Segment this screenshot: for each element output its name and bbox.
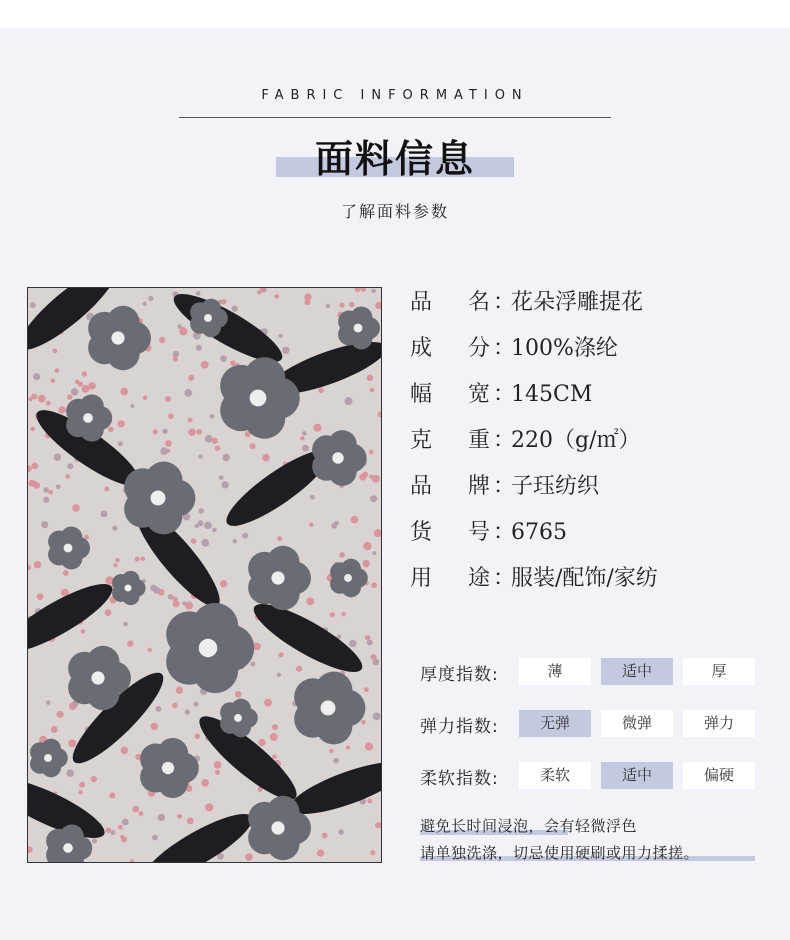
small-blossom bbox=[278, 334, 282, 338]
small-blossom bbox=[127, 640, 133, 646]
small-blossom bbox=[67, 463, 73, 469]
small-blossom bbox=[138, 811, 143, 816]
small-blossom bbox=[362, 560, 369, 567]
fabric-photo bbox=[27, 287, 382, 863]
small-blossom bbox=[270, 733, 278, 741]
small-blossom bbox=[178, 324, 182, 328]
small-blossom bbox=[306, 597, 314, 605]
small-blossom bbox=[172, 702, 178, 708]
flower-center bbox=[64, 544, 73, 553]
small-blossom bbox=[233, 539, 237, 543]
spec-label-a: 幅 bbox=[410, 382, 433, 407]
small-blossom bbox=[37, 593, 44, 600]
flower-center bbox=[321, 701, 336, 716]
small-blossom bbox=[188, 429, 195, 436]
small-blossom bbox=[196, 345, 202, 351]
small-blossom bbox=[43, 497, 49, 503]
small-blossom bbox=[34, 561, 42, 569]
small-blossom bbox=[278, 652, 283, 657]
small-blossom bbox=[338, 829, 344, 835]
small-blossom bbox=[115, 558, 119, 562]
spec-label-b: 重 bbox=[468, 428, 491, 453]
thickness-option-thin: 薄 bbox=[519, 658, 591, 685]
small-blossom bbox=[198, 454, 202, 458]
small-blossom bbox=[31, 462, 38, 469]
spec-label-b: 号 bbox=[468, 520, 491, 545]
small-blossom bbox=[215, 770, 220, 775]
small-blossom bbox=[56, 711, 63, 718]
small-blossom bbox=[188, 418, 193, 423]
small-blossom bbox=[140, 556, 145, 561]
flower-center bbox=[111, 331, 124, 344]
small-blossom bbox=[72, 504, 79, 511]
small-blossom bbox=[222, 481, 229, 488]
spec-value-item-number: 6765 bbox=[511, 520, 567, 545]
small-blossom bbox=[334, 521, 339, 526]
thickness-option-thick: 厚 bbox=[683, 658, 755, 685]
spec-colon: ： bbox=[493, 474, 516, 499]
small-blossom bbox=[369, 475, 373, 479]
small-blossom bbox=[148, 648, 152, 652]
small-blossom bbox=[31, 393, 37, 399]
small-blossom bbox=[370, 850, 375, 855]
small-blossom bbox=[349, 640, 356, 647]
small-blossom bbox=[277, 673, 281, 677]
small-blossom bbox=[173, 600, 180, 607]
small-blossom bbox=[160, 447, 168, 455]
small-blossom bbox=[108, 427, 114, 433]
small-blossom bbox=[75, 380, 80, 385]
flower-center bbox=[63, 843, 73, 853]
spec-label-a: 克 bbox=[410, 428, 433, 453]
small-blossom bbox=[317, 849, 324, 856]
english-title: FABRIC INFORMATION bbox=[261, 88, 529, 103]
small-blossom bbox=[264, 699, 272, 707]
care-note-line-1: 避免长时间浸泡，会有轻微浮色 bbox=[420, 817, 638, 835]
flower-center bbox=[354, 324, 363, 333]
spec-value-brand: 子珏纺织 bbox=[511, 474, 600, 499]
small-blossom bbox=[91, 776, 97, 782]
small-blossom bbox=[212, 528, 217, 533]
small-blossom bbox=[155, 706, 161, 712]
small-blossom bbox=[309, 522, 313, 526]
small-blossom bbox=[79, 782, 85, 788]
softness-option-medium: 适中 bbox=[601, 762, 673, 789]
spec-label-a: 货 bbox=[410, 520, 433, 545]
small-blossom bbox=[220, 355, 227, 362]
small-blossom bbox=[105, 609, 112, 616]
elasticity-index-label: 弹力指数: bbox=[420, 717, 499, 737]
flower-center bbox=[204, 314, 212, 322]
spec-value-weight: 220（g/㎡） bbox=[511, 428, 641, 453]
small-blossom bbox=[204, 522, 212, 530]
flower-center bbox=[344, 574, 352, 582]
small-blossom bbox=[78, 790, 83, 795]
small-blossom bbox=[330, 612, 335, 617]
small-blossom bbox=[349, 302, 354, 307]
spec-row-item-number bbox=[410, 515, 567, 546]
flower-center bbox=[162, 762, 174, 774]
small-blossom bbox=[322, 833, 328, 839]
small-blossom bbox=[365, 742, 373, 750]
small-blossom bbox=[130, 404, 134, 408]
small-blossom bbox=[194, 734, 200, 740]
flower-center bbox=[124, 584, 131, 591]
elasticity-option-slight: 微弹 bbox=[601, 710, 673, 737]
small-blossom bbox=[109, 792, 115, 798]
spec-row-brand bbox=[410, 469, 599, 500]
spec-colon: ： bbox=[493, 428, 516, 453]
small-blossom bbox=[159, 337, 165, 343]
small-blossom bbox=[367, 639, 373, 645]
small-blossom bbox=[230, 360, 236, 366]
small-blossom bbox=[30, 302, 36, 308]
small-blossom bbox=[176, 687, 183, 694]
small-blossom bbox=[121, 746, 129, 754]
small-blossom bbox=[46, 700, 51, 705]
small-blossom bbox=[310, 495, 315, 500]
small-blossom bbox=[158, 814, 165, 821]
small-blossom bbox=[274, 294, 279, 299]
small-blossom bbox=[104, 487, 109, 492]
spec-label-b: 牌 bbox=[468, 474, 491, 499]
small-blossom bbox=[302, 431, 307, 436]
small-blossom bbox=[67, 394, 72, 399]
flower-center bbox=[83, 413, 93, 423]
spec-label-a: 品 bbox=[410, 474, 433, 499]
small-blossom bbox=[198, 520, 204, 526]
small-blossom bbox=[122, 819, 129, 826]
spec-row-usage bbox=[410, 561, 658, 592]
small-blossom bbox=[370, 495, 377, 502]
small-blossom bbox=[359, 474, 366, 481]
small-blossom bbox=[120, 388, 128, 396]
small-blossom bbox=[296, 666, 302, 672]
small-blossom bbox=[54, 453, 61, 460]
small-blossom bbox=[152, 835, 158, 841]
small-blossom bbox=[272, 724, 278, 730]
small-blossom bbox=[193, 702, 198, 707]
page-title: 面料信息 bbox=[314, 137, 475, 181]
small-blossom bbox=[135, 557, 140, 562]
small-blossom bbox=[219, 475, 224, 480]
small-blossom bbox=[43, 487, 49, 493]
small-blossom bbox=[210, 414, 214, 418]
small-blossom bbox=[33, 481, 38, 486]
small-blossom bbox=[351, 516, 359, 524]
care-note-line-2: 请单独洗涤，切忌使用硬刷或用力揉搓。 bbox=[420, 844, 700, 862]
small-blossom bbox=[184, 389, 192, 397]
small-blossom bbox=[51, 726, 58, 733]
small-blossom bbox=[205, 435, 213, 443]
elasticity-option-none: 无弹 bbox=[519, 710, 591, 737]
small-blossom bbox=[253, 643, 261, 651]
small-blossom bbox=[100, 510, 107, 517]
flower-center bbox=[91, 671, 104, 684]
small-blossom bbox=[346, 745, 350, 749]
spec-row-composition bbox=[410, 331, 618, 362]
small-blossom bbox=[71, 388, 78, 395]
small-blossom bbox=[201, 539, 209, 547]
small-blossom bbox=[173, 596, 178, 601]
small-blossom bbox=[371, 583, 377, 589]
small-blossom bbox=[220, 580, 227, 587]
small-blossom bbox=[373, 712, 381, 720]
small-blossom bbox=[371, 289, 375, 293]
flower-center bbox=[332, 452, 343, 463]
small-blossom bbox=[367, 375, 374, 382]
small-blossom bbox=[182, 601, 186, 605]
small-blossom bbox=[232, 305, 238, 311]
small-blossom bbox=[110, 830, 115, 835]
small-blossom bbox=[245, 853, 253, 861]
small-blossom bbox=[250, 661, 255, 666]
small-blossom bbox=[165, 440, 172, 447]
small-blossom bbox=[53, 348, 58, 353]
small-blossom bbox=[277, 536, 282, 541]
small-blossom bbox=[153, 429, 158, 434]
spec-colon: ： bbox=[493, 520, 516, 545]
small-blossom bbox=[58, 406, 66, 414]
small-blossom bbox=[326, 304, 330, 308]
small-blossom bbox=[187, 817, 194, 824]
small-blossom bbox=[148, 296, 153, 301]
thickness-index-label: 厚度指数: bbox=[420, 665, 499, 685]
title-divider bbox=[179, 117, 611, 118]
small-blossom bbox=[66, 474, 70, 478]
small-blossom bbox=[196, 291, 201, 296]
flower-center bbox=[271, 821, 284, 834]
flower-center bbox=[250, 390, 267, 407]
flower-center bbox=[271, 571, 284, 584]
small-blossom bbox=[339, 552, 345, 558]
small-blossom bbox=[196, 429, 202, 435]
small-blossom bbox=[198, 508, 204, 514]
small-blossom bbox=[375, 822, 381, 828]
small-blossom bbox=[344, 397, 352, 405]
small-blossom bbox=[105, 828, 111, 834]
small-blossom bbox=[132, 806, 139, 813]
spec-colon: ： bbox=[493, 382, 516, 407]
small-blossom bbox=[372, 551, 376, 555]
small-blossom bbox=[30, 427, 35, 432]
small-blossom bbox=[112, 525, 117, 530]
softness-index-label: 柔软指数: bbox=[420, 769, 499, 789]
small-blossom bbox=[66, 769, 74, 777]
thickness-option-medium: 适中 bbox=[601, 658, 673, 685]
small-blossom bbox=[258, 739, 265, 746]
small-blossom bbox=[272, 754, 276, 758]
small-blossom bbox=[118, 441, 123, 446]
top-strip bbox=[0, 0, 790, 28]
small-blossom bbox=[222, 454, 230, 462]
small-blossom bbox=[46, 401, 51, 406]
small-blossom bbox=[191, 538, 197, 544]
small-blossom bbox=[212, 438, 218, 444]
small-blossom bbox=[33, 373, 40, 380]
small-blossom bbox=[329, 749, 333, 753]
small-blossom bbox=[302, 445, 309, 452]
small-blossom bbox=[121, 836, 127, 842]
small-blossom bbox=[333, 758, 339, 764]
small-blossom bbox=[41, 521, 48, 528]
small-blossom bbox=[168, 413, 174, 419]
small-blossom bbox=[88, 382, 95, 389]
small-blossom bbox=[143, 302, 147, 306]
small-blossom bbox=[369, 450, 373, 454]
spec-label-b: 宽 bbox=[468, 382, 491, 407]
flower-center bbox=[44, 754, 52, 762]
small-blossom bbox=[262, 454, 270, 462]
small-blossom bbox=[55, 368, 60, 373]
page-subtitle: 了解面料参数 bbox=[340, 202, 449, 221]
small-blossom bbox=[165, 396, 171, 402]
small-blossom bbox=[258, 787, 263, 792]
small-blossom bbox=[339, 303, 344, 308]
small-blossom bbox=[367, 798, 372, 803]
spec-label-a: 用 bbox=[410, 566, 433, 591]
spec-value-name: 花朵浮雕提花 bbox=[511, 290, 644, 315]
small-blossom bbox=[151, 723, 158, 730]
small-blossom bbox=[113, 563, 117, 567]
spec-label-b: 分 bbox=[468, 336, 491, 361]
spec-colon: ： bbox=[493, 290, 516, 315]
small-blossom bbox=[201, 779, 209, 787]
small-blossom bbox=[205, 803, 213, 811]
fabric-pattern-illustration bbox=[28, 288, 381, 862]
small-blossom bbox=[250, 443, 256, 449]
softness-option-stiff: 偏硬 bbox=[683, 762, 755, 789]
small-blossom bbox=[363, 542, 371, 550]
small-blossom bbox=[118, 420, 125, 427]
small-blossom bbox=[235, 691, 242, 698]
small-blossom bbox=[364, 687, 369, 692]
small-blossom bbox=[82, 371, 87, 376]
small-blossom bbox=[118, 825, 123, 830]
spec-row-width bbox=[410, 377, 592, 408]
spec-label-b: 途 bbox=[468, 566, 491, 591]
small-blossom bbox=[214, 761, 222, 769]
small-blossom bbox=[201, 361, 209, 369]
small-blossom bbox=[177, 814, 182, 819]
small-blossom bbox=[48, 490, 53, 495]
small-blossom bbox=[153, 587, 160, 594]
spec-label-a: 成 bbox=[410, 336, 433, 361]
small-blossom bbox=[82, 385, 90, 393]
small-blossom bbox=[173, 356, 178, 361]
small-blossom bbox=[81, 629, 85, 633]
small-blossom bbox=[168, 594, 174, 600]
spec-row-weight bbox=[410, 423, 641, 454]
spec-label-a: 品 bbox=[410, 290, 433, 315]
spec-label-b: 名 bbox=[468, 290, 491, 315]
small-blossom bbox=[185, 709, 190, 714]
softness-option-soft: 柔软 bbox=[519, 762, 591, 789]
spec-value-width: 145CM bbox=[511, 382, 593, 407]
small-blossom bbox=[51, 378, 55, 382]
flower-center bbox=[199, 639, 217, 657]
spec-colon: ： bbox=[493, 566, 516, 591]
small-blossom bbox=[304, 293, 311, 300]
small-blossom bbox=[370, 388, 375, 393]
small-blossom bbox=[63, 570, 69, 576]
small-blossom bbox=[371, 654, 377, 660]
small-blossom bbox=[318, 388, 324, 394]
small-blossom bbox=[173, 351, 180, 358]
spec-value-composition: 100%涤纶 bbox=[511, 336, 618, 361]
small-blossom bbox=[162, 429, 167, 434]
small-blossom bbox=[38, 395, 46, 403]
small-blossom bbox=[123, 622, 128, 627]
small-blossom bbox=[143, 396, 148, 401]
flower-center bbox=[151, 491, 166, 506]
small-blossom bbox=[215, 445, 221, 451]
elasticity-option-stretch: 弹力 bbox=[683, 710, 755, 737]
small-blossom bbox=[361, 720, 365, 724]
small-blossom bbox=[313, 424, 321, 432]
small-blossom bbox=[92, 839, 97, 844]
small-blossom bbox=[300, 436, 304, 440]
small-blossom bbox=[282, 347, 289, 354]
small-blossom bbox=[56, 484, 61, 489]
spec-value-usage: 服装/配饰/家纺 bbox=[511, 566, 658, 591]
spec-colon: ： bbox=[493, 336, 516, 361]
small-blossom bbox=[242, 533, 248, 539]
flower-center bbox=[234, 714, 242, 722]
spec-row-name bbox=[410, 285, 643, 316]
small-blossom bbox=[188, 375, 194, 381]
small-blossom bbox=[341, 612, 345, 616]
small-blossom bbox=[68, 739, 76, 747]
